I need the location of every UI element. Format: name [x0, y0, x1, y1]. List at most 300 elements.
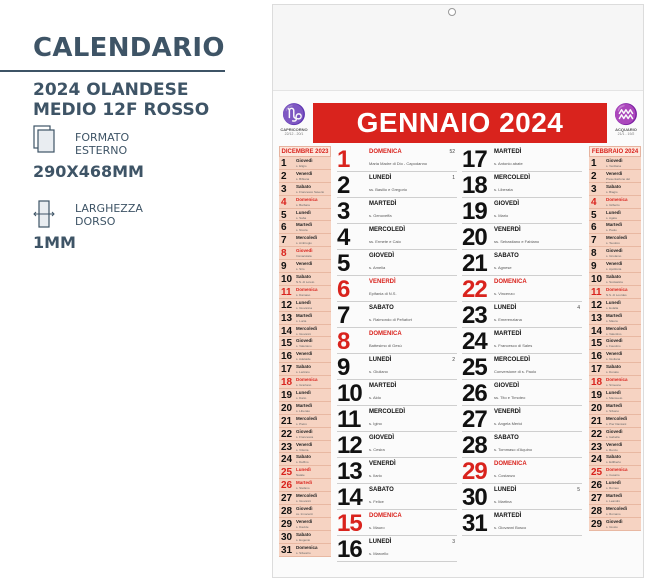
week-number: 4	[577, 305, 580, 311]
prev-month-day-name: Giovedì	[296, 158, 313, 163]
prev-month-day-row	[279, 312, 331, 325]
day-saint: s. Mario	[494, 213, 509, 218]
next-month-day-row	[589, 260, 641, 273]
next-month-day-name: Venerdì	[606, 351, 623, 357]
prev-month-day-row	[279, 466, 331, 479]
prev-month-day-saint: s. Lucia	[296, 318, 307, 323]
next-month-day-saint: s. Isabella	[606, 434, 620, 439]
prev-month-day-number: 4	[281, 196, 287, 208]
day-name: MERCOLEDÌ	[369, 409, 405, 415]
next-month-day-saint: s. Girolamo	[606, 254, 622, 259]
day-row	[462, 484, 582, 510]
product-subtitle-line1: 2024 OLANDESE	[33, 80, 189, 100]
day-number: 27	[462, 406, 487, 433]
day-name: MARTEDÌ	[369, 383, 397, 389]
prev-month-day-saint: s. Silvestro	[296, 550, 311, 555]
prev-month-day-row	[279, 234, 331, 247]
day-row	[337, 510, 457, 536]
day-row	[337, 276, 457, 302]
day-name: VENERDÌ	[369, 461, 396, 467]
day-row	[337, 458, 457, 484]
day-row	[337, 224, 457, 250]
next-month-day-saint: s. Verdiana	[606, 164, 622, 168]
day-name: VENERDÌ	[369, 279, 396, 285]
next-month-day-name: Giovedì	[606, 158, 623, 163]
next-month-day-saint: s. Gilberto	[606, 202, 620, 207]
next-month-day-number: 16	[591, 351, 603, 363]
next-month-day-number: 5	[591, 209, 597, 221]
day-saint: s. Giovanni Bosco	[494, 525, 527, 530]
day-saint: s. Antonio abate	[494, 161, 523, 166]
day-number: 28	[462, 432, 487, 459]
prev-month-day-saint: s. Stefano	[296, 486, 310, 491]
hanging-hole	[448, 8, 456, 16]
next-month-day-name: Sabato	[606, 274, 622, 280]
day-name: DOMENICA	[369, 331, 402, 337]
title-divider	[0, 70, 225, 72]
next-month-day-name: Sabato	[606, 454, 622, 460]
prev-month-day-saint: s. Delfino	[296, 460, 309, 465]
prev-month-day-name: Venerdì	[296, 351, 313, 357]
day-row	[337, 302, 457, 328]
prev-month-day-name: Giovedì	[296, 248, 313, 254]
spine-label-line1: LARGHEZZA	[75, 202, 143, 215]
day-row	[337, 432, 457, 458]
day-saint: ss. Basilio e Gregorio	[369, 187, 408, 192]
day-name: MARTEDÌ	[494, 513, 522, 519]
day-row	[337, 406, 457, 432]
prev-month-day-name: Sabato	[296, 364, 312, 370]
day-row	[462, 328, 582, 354]
prev-month-day-row	[279, 196, 331, 209]
next-month-day-number: 25	[591, 467, 603, 479]
next-month-day-number: 13	[591, 312, 603, 324]
zodiac-right	[611, 103, 641, 145]
day-number: 21	[462, 250, 487, 277]
prev-month-day-saint: s. Giovanni	[296, 499, 312, 504]
next-month-day-saint: s. Romeo	[606, 486, 619, 491]
prev-month-day-name: Venerdì	[296, 170, 313, 176]
next-month-day-row	[589, 183, 641, 196]
day-name: LUNEDÌ	[494, 487, 517, 493]
day-number: 30	[462, 484, 487, 511]
day-number: 8	[337, 328, 350, 355]
day-number: 11	[337, 406, 361, 433]
day-number: 10	[337, 380, 362, 407]
next-month-day-saint: s. Teodoro	[606, 241, 620, 246]
prev-month-day-number: 15	[281, 338, 293, 350]
prev-month-day-saint: N.S. di Loreto	[296, 280, 315, 285]
next-month-day-row	[589, 479, 641, 492]
prev-month-day-name: Venerdì	[296, 518, 313, 524]
prev-month-day-saint: s. Saba	[296, 215, 307, 220]
prev-month-day-number: 30	[281, 531, 293, 543]
day-name: MERCOLEDÌ	[494, 357, 530, 363]
day-row	[462, 198, 582, 224]
day-number: 25	[462, 354, 487, 381]
next-month-day-name: Domenica	[606, 286, 628, 292]
prev-month-day-number: 27	[281, 493, 293, 505]
day-saint: Battesimo di Gesù	[369, 343, 402, 348]
prev-month-day-row	[279, 221, 331, 234]
prev-month-day-number: 24	[281, 454, 293, 466]
day-number: 12	[337, 432, 362, 459]
day-row	[462, 172, 582, 198]
spine-width-icon	[33, 200, 55, 228]
day-saint: ss. Sebastiano e Fabiano	[494, 239, 540, 244]
day-row	[462, 224, 582, 250]
next-month-day-saint: s. Donato	[606, 370, 619, 375]
product-subtitle-line2: MEDIO 12F ROSSO	[33, 100, 210, 120]
prev-month-day-number: 28	[281, 506, 293, 518]
prev-month-day-name: Lunedì	[296, 299, 311, 305]
prev-month-day-name: Sabato	[296, 454, 312, 460]
prev-month-day-row	[279, 479, 331, 492]
day-name: MERCOLEDÌ	[494, 175, 530, 181]
next-month-day-saint: s. Biagio	[606, 189, 618, 194]
week-number: 1	[452, 175, 455, 181]
day-row	[462, 354, 582, 380]
day-saint: Conversione di s. Paolo	[494, 369, 537, 374]
prev-month-day-number: 1	[281, 158, 287, 169]
next-month-day-number: 8	[591, 248, 597, 260]
next-month-day-name: Sabato	[606, 183, 622, 189]
prev-month-day-name: Domenica	[296, 544, 318, 550]
prev-month-day-row	[279, 170, 331, 183]
day-row	[337, 484, 457, 510]
prev-month-day-saint: s. Damaso	[296, 292, 311, 297]
day-row	[462, 458, 582, 484]
prev-month-day-number: 9	[281, 261, 287, 273]
calendar-header	[279, 103, 641, 145]
month-title: GENNAIO 2024	[313, 103, 607, 143]
prev-month-day-saint: s. Eugenio	[296, 537, 311, 542]
day-saint: s. Liberata	[494, 187, 513, 192]
prev-month-day-name: Venerdì	[296, 441, 313, 447]
day-number: 31	[462, 510, 487, 537]
day-number: 20	[462, 224, 487, 251]
day-row	[462, 250, 582, 276]
prev-month-day-row	[279, 492, 331, 505]
next-month-day-row	[589, 273, 641, 286]
next-month-day-name: Lunedì	[606, 390, 621, 396]
next-month-day-number: 22	[591, 428, 603, 440]
format-label-line1: FORMATO	[75, 131, 130, 144]
next-month-day-number: 9	[591, 261, 597, 273]
aquarius-icon: ♒	[613, 104, 639, 126]
day-name: DOMENICA	[494, 279, 527, 285]
next-month-day-saint: N.S. di Lourdes	[606, 292, 627, 297]
next-month-day-row	[589, 170, 641, 183]
prev-month-day-name: Giovedì	[296, 506, 313, 512]
next-month-day-number: 10	[591, 274, 603, 286]
day-name: VENERDÌ	[494, 409, 521, 415]
next-month-day-number: 4	[591, 196, 597, 208]
day-saint: s. Emerenziana	[494, 317, 522, 322]
day-name: MARTEDÌ	[494, 331, 522, 337]
day-number: 3	[337, 198, 350, 225]
prev-month-day-saint: s. Dario	[296, 396, 307, 401]
prev-month-day-name: Mercoledì	[296, 415, 318, 421]
next-month-day-name: Lunedì	[606, 209, 621, 215]
day-name: LUNEDÌ	[369, 539, 392, 545]
prev-month-day-saint: s. Ambrogio	[296, 241, 312, 246]
prev-month-day-saint: s. Bibiana	[296, 176, 310, 181]
prev-month-day-number: 10	[281, 274, 293, 286]
day-row	[462, 510, 582, 536]
prev-month-day-row	[279, 518, 331, 531]
next-month-day-row	[589, 415, 641, 428]
next-month-day-row	[589, 453, 641, 466]
next-month-day-name: Giovedì	[606, 518, 623, 524]
prev-month-day-saint: s. Graziano	[296, 383, 312, 388]
prev-month-day-saint: s. Davide	[296, 524, 309, 529]
day-number: 19	[462, 198, 487, 225]
prev-month-day-number: 26	[281, 480, 293, 492]
day-name: GIOVEDÌ	[369, 253, 395, 259]
prev-month-day-number: 12	[281, 299, 293, 311]
day-name: MARTEDÌ	[494, 149, 522, 155]
prev-month-day-number: 6	[281, 222, 287, 234]
next-month-day-name: Venerdì	[606, 170, 623, 176]
next-month-day-row	[589, 325, 641, 338]
prev-month-day-saint: s. Liberato	[296, 408, 311, 413]
prev-month-day-name: Domenica	[296, 377, 318, 383]
prev-month-column	[279, 146, 331, 557]
sheet-blank-header	[273, 5, 643, 91]
day-saint: s. Angela Merici	[494, 421, 523, 426]
prev-month-day-saint: s. Pietro	[296, 421, 308, 426]
next-month-day-row	[589, 247, 641, 260]
next-month-day-number: 27	[591, 493, 603, 505]
next-month-day-row	[589, 518, 641, 531]
day-row	[337, 536, 457, 562]
day-number: 22	[462, 276, 487, 303]
next-month-day-number: 26	[591, 480, 603, 492]
day-saint: s. Ilario	[369, 473, 382, 478]
next-month-day-row	[589, 363, 641, 376]
day-row	[337, 328, 457, 354]
next-month-day-saint: s. Eulalia	[606, 305, 619, 310]
prev-month-day-number: 7	[281, 235, 287, 247]
prev-month-day-name: Giovedì	[296, 338, 313, 344]
next-month-day-number: 3	[591, 183, 597, 195]
next-month-title: FEBBRAIO 2024	[589, 146, 641, 157]
next-month-day-number: 21	[591, 415, 603, 427]
day-row	[462, 432, 582, 458]
prev-month-day-number: 20	[281, 402, 293, 414]
day-name: DOMENICA	[369, 149, 402, 155]
prev-month-day-row	[279, 428, 331, 441]
prev-month-day-name: Mercoledì	[296, 493, 318, 499]
day-saint: s. Costanzo	[494, 473, 516, 478]
next-month-day-number: 23	[591, 441, 603, 453]
next-month-day-name: Lunedì	[606, 480, 621, 486]
calendar-sheet	[272, 4, 644, 578]
next-month-day-number: 20	[591, 402, 603, 414]
day-saint: s. Genoveffa	[369, 213, 392, 218]
next-month-day-number: 1	[591, 158, 597, 169]
prev-month-day-name: Mercoledì	[296, 325, 318, 331]
prev-month-day-row	[279, 544, 331, 557]
prev-month-day-row	[279, 350, 331, 363]
day-name: VENERDÌ	[494, 227, 521, 233]
prev-month-day-number: 5	[281, 209, 287, 221]
prev-month-day-row	[279, 299, 331, 312]
day-name: DOMENICA	[494, 461, 527, 467]
day-number: 24	[462, 328, 487, 355]
prev-month-day-number: 19	[281, 390, 293, 402]
next-month-day-row	[589, 286, 641, 299]
prev-month-day-row	[279, 389, 331, 402]
prev-month-day-row	[279, 376, 331, 389]
zodiac-left-name: CAPRICORNO	[280, 127, 308, 132]
next-month-day-number: 12	[591, 299, 603, 311]
day-saint: s. Giuliano	[369, 369, 388, 374]
next-month-day-name: Giovedì	[606, 428, 623, 434]
prev-month-day-name: Lunedì	[296, 390, 311, 396]
prev-month-day-name: Lunedì	[296, 467, 311, 473]
next-month-day-saint: s. Simeone	[606, 383, 622, 388]
prev-month-day-name: Mercoledì	[296, 235, 318, 241]
zodiac-left-dates: 22/12 - 20/1	[284, 132, 304, 136]
prev-month-day-row	[279, 415, 331, 428]
next-month-day-number: 24	[591, 454, 603, 466]
day-row	[337, 250, 457, 276]
prev-month-day-row	[279, 453, 331, 466]
day-row	[337, 172, 457, 198]
next-month-day-name: Domenica	[606, 467, 628, 473]
prev-month-day-name: Venerdì	[296, 261, 313, 267]
day-saint: Epifania di N.S.	[369, 291, 397, 296]
days-column-1	[337, 146, 457, 562]
prev-month-day-name: Domenica	[296, 286, 318, 292]
day-number: 4	[337, 224, 350, 251]
next-month-day-row	[589, 312, 641, 325]
prev-month-day-name: Giovedì	[296, 428, 313, 434]
next-month-day-number: 2	[591, 170, 597, 182]
prev-month-day-row	[279, 531, 331, 544]
next-month-day-name: Domenica	[606, 377, 628, 383]
week-number: 5	[577, 487, 580, 493]
next-month-day-row	[589, 389, 641, 402]
prev-month-day-saint: s. Siro	[296, 267, 305, 272]
next-month-day-name: Venerdì	[606, 261, 623, 267]
prev-month-day-saint: s. Francesca	[296, 434, 314, 439]
next-month-day-name: Martedì	[606, 312, 623, 318]
prev-month-day-name: Martedì	[296, 312, 313, 318]
prev-month-day-number: 23	[281, 441, 293, 453]
day-number: 15	[337, 510, 362, 537]
day-row	[462, 406, 582, 432]
day-row	[462, 146, 582, 172]
format-value: 290X468MM	[33, 162, 144, 181]
day-saint: s. Tommaso d'Aquino	[494, 447, 533, 452]
day-saint: s. Aldo	[369, 395, 382, 400]
prev-month-day-row	[279, 441, 331, 454]
next-month-day-row	[589, 221, 641, 234]
prev-month-day-row	[279, 157, 331, 170]
product-info-panel	[0, 0, 272, 579]
prev-month-day-number: 13	[281, 312, 293, 324]
prev-month-day-saint: s. Francesco Saverio	[296, 189, 325, 194]
day-saint: s. Marcello	[369, 551, 389, 556]
prev-month-day-row	[279, 325, 331, 338]
prev-month-day-saint: ss. Innocenti	[296, 512, 313, 517]
prev-month-day-name: Sabato	[296, 183, 312, 189]
days-column-2	[462, 146, 582, 536]
prev-month-day-number: 16	[281, 351, 293, 363]
prev-month-day-row	[279, 247, 331, 260]
prev-month-day-name: Martedì	[296, 480, 313, 486]
week-number: 2	[452, 357, 455, 363]
prev-month-day-name: Sabato	[296, 531, 312, 537]
day-row	[337, 198, 457, 224]
day-row	[337, 146, 457, 172]
prev-month-day-saint: s. Vittoria	[296, 447, 309, 452]
day-name: LUNEDÌ	[369, 175, 392, 181]
day-name: MARTEDÌ	[369, 201, 397, 207]
day-number: 17	[462, 146, 487, 173]
next-month-day-saint: s. Agata	[606, 215, 617, 220]
day-name: SABATO	[369, 487, 394, 493]
next-month-day-saint: s. Scolastica	[606, 280, 623, 285]
prev-month-day-number: 21	[281, 415, 293, 427]
prev-month-day-number: 22	[281, 428, 293, 440]
next-month-day-saint: s. Maura	[606, 318, 618, 323]
day-saint: ss. Tito e Timoteo	[494, 395, 526, 400]
day-number: 16	[337, 536, 362, 563]
week-number: 52	[449, 149, 455, 155]
prev-month-day-number: 31	[281, 544, 293, 556]
prev-month-title: DICEMBRE 2023	[279, 146, 331, 157]
next-month-day-saint: s. Renzo	[606, 447, 618, 452]
spine-value: 1MM	[33, 233, 76, 252]
day-name: GIOVEDÌ	[494, 383, 520, 389]
next-month-day-saint: s. Leandro	[606, 499, 621, 504]
next-month-day-row	[589, 492, 641, 505]
day-saint: s. Agnese	[494, 265, 512, 270]
prev-month-day-row	[279, 402, 331, 415]
day-number: 6	[337, 276, 350, 303]
prev-month-day-number: 18	[281, 377, 293, 389]
next-month-day-number: 15	[591, 338, 603, 350]
prev-month-day-saint: s. Nicola	[296, 228, 308, 233]
day-name: SABATO	[494, 253, 519, 259]
day-saint: s. Cesira	[369, 447, 385, 452]
prev-month-day-saint: s. Barbara	[296, 202, 310, 207]
day-name: LUNEDÌ	[369, 357, 392, 363]
next-month-day-name: Lunedì	[606, 299, 621, 305]
day-number: 26	[462, 380, 487, 407]
day-name: SABATO	[369, 305, 394, 311]
next-month-day-row	[589, 376, 641, 389]
prev-month-day-saint: s. Giovanni	[296, 331, 312, 336]
day-number: 23	[462, 302, 487, 329]
next-month-day-saint: s. Pier Damiani	[606, 421, 627, 426]
day-number: 29	[462, 458, 487, 485]
prev-month-day-row	[279, 273, 331, 286]
next-month-day-saint: s. Cesario	[606, 473, 620, 478]
day-number: 9	[337, 354, 350, 381]
next-month-day-number: 29	[591, 518, 603, 530]
next-month-day-row	[589, 337, 641, 350]
day-name: DOMENICA	[369, 513, 402, 519]
day-row	[337, 354, 457, 380]
capricorn-icon: ♑	[281, 104, 307, 126]
prev-month-day-row	[279, 183, 331, 196]
prev-month-day-row	[279, 363, 331, 376]
